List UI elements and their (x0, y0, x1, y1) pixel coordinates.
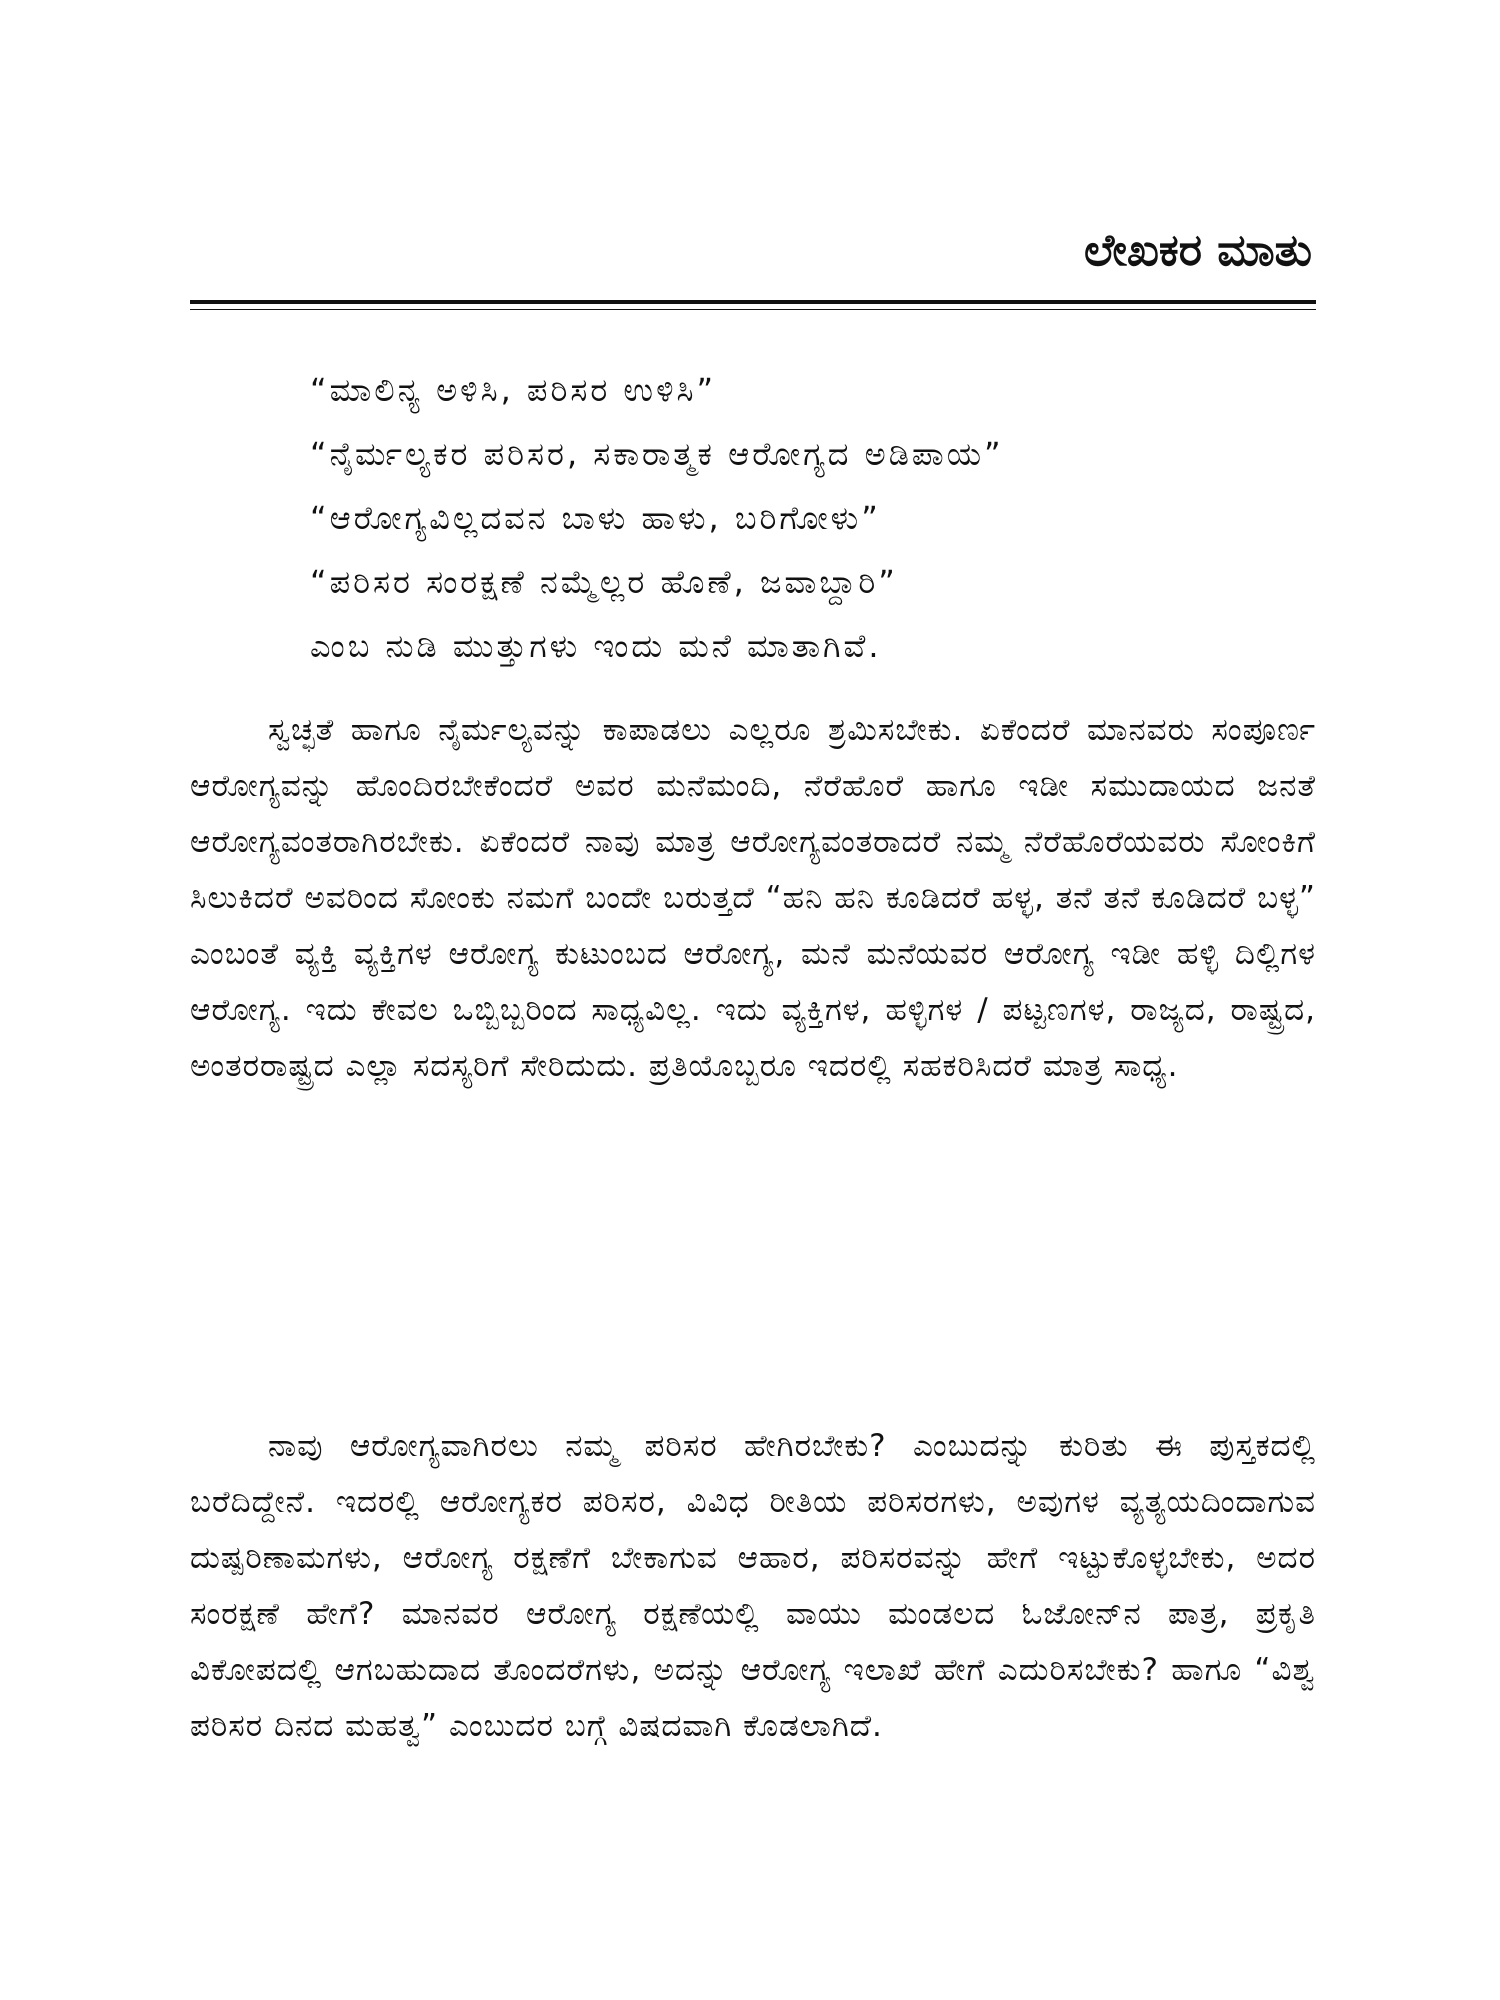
quote-line: “ಆರೋಗ್ಯವಿಲ್ಲದವನ ಬಾಳು ಹಾಳು, ಬರಿಗೋಳು” (310, 499, 881, 537)
quote-line: “ಮಾಲಿನ್ಯ ಅಳಿಸಿ, ಪರಿಸರ ಉಳಿಸಿ” (310, 371, 717, 409)
quote-line: “ಪರಿಸರ ಸಂರಕ್ಷಣೆ ನಮ್ಮೆಲ್ಲರ ಹೊಣೆ, ಜವಾಬ್ದಾರಿ” (310, 563, 898, 601)
page-title: ಲೇಖಕರ ಮಾತು (1083, 225, 1312, 276)
body-paragraph: ನಾವು ಆರೋಗ್ಯವಾಗಿರಲು ನಮ್ಮ ಪರಿಸರ ಹೇಗಿರಬೇಕು? ಎಂಬುದನ್ನು ಕುರಿತು ಈ ಪುಸ್ತಕದಲ್ಲಿ ಬರೆದಿದ್ದೇನೆ. ಇದರಲ್ಲಿ ಆರೋಗ್ಯಕರ ಪರಿಸರ, ವಿವಿಧ ರೀತಿಯ ಪರಿಸರಗಳು, ಅವುಗಳ ವ್ಯತ್ಯಯದಿಂದಾಗುವ ದುಷ್ಪರಿಣಾಮಗಳು, ಆರೋಗ್ಯ ರಕ್ಷಣೆಗೆ ಬೇಕಾಗುವ ಆಹಾರ, ಪರಿಸರವನ್ನು ಹೇಗೆ ಇಟ್ಟುಕೊಳ್ಳಬೇಕು, ಅದರ ಸಂರಕ್ಷಣೆ ಹೇಗೆ? ಮಾನವರ ಆರೋಗ್ಯ ರಕ್ಷಣೆಯಲ್ಲಿ ವಾಯು ಮಂಡಲದ ಓಜೋನ್‌ನ ಪಾತ್ರ, ಪ್ರಕೃತಿ ವಿಕೋಪದಲ್ಲಿ ಆಗಬಹುದಾದ ತೊಂದರೆಗಳು, ಅದನ್ನು ಆರೋಗ್ಯ ಇಲಾಖೆ ಹೇಗೆ ಎದುರಿಸಬೇಕು? ಹಾಗೂ “ವಿಶ್ವ ಪರಿಸರ ದಿನದ ಮಹತ್ವ” ಎಂಬುದರ ಬಗ್ಗೆ ವಿಷದವಾಗಿ ಕೊಡಲಾಗಿದೆ. (190, 1428, 1316, 1744)
quote-line: ಎಂಬ ನುಡಿ ಮುತ್ತುಗಳು ಇಂದು ಮನೆ ಮಾತಾಗಿವೆ. (310, 627, 882, 665)
quote-line: “ನೈರ್ಮಲ್ಯಕರ ಪರಿಸರ, ಸಕಾರಾತ್ಮಕ ಆರೋಗ್ಯದ ಅಡಿಪಾಯ” (310, 435, 1004, 473)
quote-block (310, 358, 1310, 678)
title-underline-thick (190, 300, 1316, 304)
title-underline-thin (190, 309, 1316, 310)
body-paragraph: ಸ್ವಚ್ಛತೆ ಹಾಗೂ ನೈರ್ಮಲ್ಯವನ್ನು ಕಾಪಾಡಲು ಎಲ್ಲರೂ ಶ್ರಮಿಸಬೇಕು. ಏಕೆಂದರೆ ಮಾನವರು ಸಂಪೂರ್ಣ ಆರೋಗ್ಯವನ್ನು ಹೊಂದಿರಬೇಕೆಂದರೆ ಅವರ ಮನೆಮಂದಿ, ನೆರೆಹೊರೆ ಹಾಗೂ ಇಡೀ ಸಮುದಾಯದ ಜನತೆ ಆರೋಗ್ಯವಂತರಾಗಿರಬೇಕು. ಏಕೆಂದರೆ ನಾವು ಮಾತ್ರ ಆರೋಗ್ಯವಂತರಾದರೆ ನಮ್ಮ ನೆರೆಹೊರೆಯವರು ಸೋಂಕಿಗೆ ಸಿಲುಕಿದರೆ ಅವರಿಂದ ಸೋಂಕು ನಮಗೆ ಬಂದೇ ಬರುತ್ತದೆ “ಹನಿ ಹನಿ ಕೂಡಿದರೆ ಹಳ್ಳ, ತನೆ ತನೆ ಕೂಡಿದರೆ ಬಳ್ಳ” ಎಂಬಂತೆ ವ್ಯಕ್ತಿ ವ್ಯಕ್ತಿಗಳ ಆರೋಗ್ಯ ಕುಟುಂಬದ ಆರೋಗ್ಯ, ಮನೆ ಮನೆಯವರ ಆರೋಗ್ಯ ಇಡೀ ಹಳ್ಳಿ ದಿಲ್ಲಿಗಳ ಆರೋಗ್ಯ. ಇದು ಕೇವಲ ಒಬ್ಬಿಬ್ಬರಿಂದ ಸಾಧ್ಯವಿಲ್ಲ. ಇದು ವ್ಯಕ್ತಿಗಳ, ಹಳ್ಳಿಗಳ / ಪಟ್ಟಣಗಳ, ರಾಜ್ಯದ, ರಾಷ್ಟ್ರದ, ಅಂತರರಾಷ್ಟ್ರದ ಎಲ್ಲಾ ಸದಸ್ಯರಿಗೆ ಸೇರಿದುದು. ಪ್ರತಿಯೊಬ್ಬರೂ ಇದರಲ್ಲಿ ಸಹಕರಿಸಿದರೆ ಮಾತ್ರ ಸಾಧ್ಯ. (190, 712, 1316, 1084)
